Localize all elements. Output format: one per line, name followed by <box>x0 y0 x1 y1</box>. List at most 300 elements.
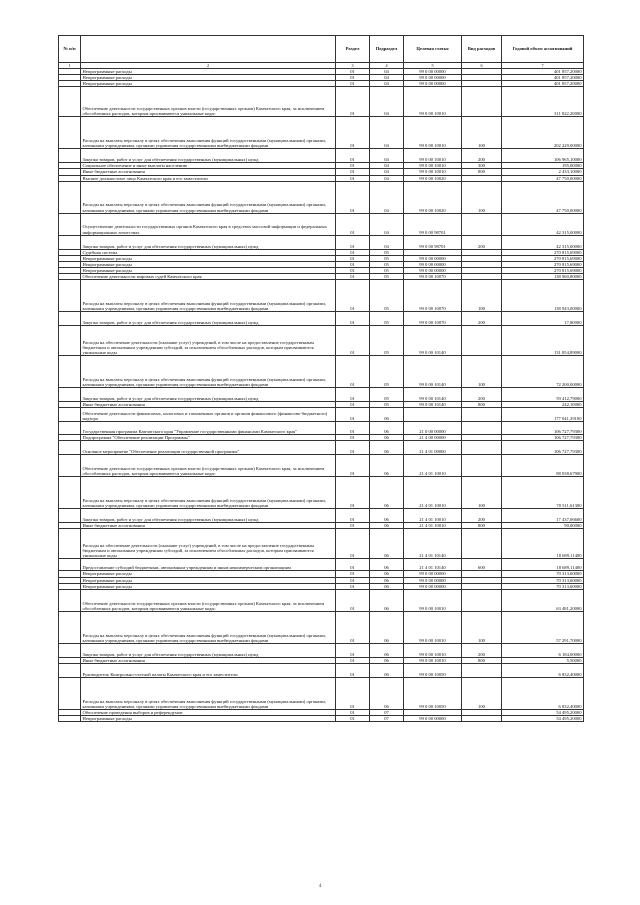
row-podrazdel-cell: 06 <box>370 677 404 709</box>
row-vid-cell: 100 <box>462 477 502 509</box>
row-podrazdel-cell: 05 <box>370 312 404 326</box>
header-vid-raskhodov: Вид расходов <box>462 36 502 63</box>
row-tselevaya-cell: 99 0 00 10010 <box>404 657 462 663</box>
row-summa-cell: 106 727,79300 <box>502 435 584 441</box>
row-summa-cell: 311 822,20000 <box>502 87 584 117</box>
row-summa-cell: 54 495,20000 <box>502 715 584 721</box>
row-vid-cell: 200 <box>462 149 502 163</box>
header-razdel: Раздел <box>336 36 370 63</box>
row-razdel-cell: 01 <box>336 261 370 267</box>
row-vid-cell: 600 <box>462 559 502 571</box>
row-tselevaya-cell: 99 0 00 00000 <box>404 255 462 261</box>
row-podrazdel-cell: 06 <box>370 509 404 523</box>
column-number: 2 <box>81 63 336 69</box>
row-vid-cell: 100 <box>462 181 502 213</box>
row-number-cell <box>59 715 81 721</box>
row-razdel-cell: 01 <box>336 422 370 435</box>
row-summa-cell: 18 689,11400 <box>502 529 584 559</box>
row-razdel-cell: 01 <box>336 274 370 280</box>
row-razdel-cell: 01 <box>336 235 370 249</box>
column-number: 3 <box>336 63 370 69</box>
row-summa-cell: 54 495,20000 <box>502 709 584 715</box>
row-name-cell: Непрограммные расходы <box>81 255 336 261</box>
row-name-cell: Непрограммные расходы <box>81 69 336 75</box>
row-vid-cell: 200 <box>462 509 502 523</box>
row-name-cell: Закупка товаров, работ и услуг для обеспечения государственных (муниципальных) нужд <box>81 312 336 326</box>
row-tselevaya-cell: 99 0 00 10070 <box>404 274 462 280</box>
row-razdel-cell: 01 <box>336 75 370 81</box>
row-name-cell: Непрограммные расходы <box>81 267 336 273</box>
row-summa-cell: 70 313,60000 <box>502 571 584 577</box>
row-summa-cell: 57 291,70000 <box>502 611 584 643</box>
row-podrazdel-cell: 04 <box>370 117 404 149</box>
row-number-cell <box>59 422 81 435</box>
row-podrazdel-cell: 04 <box>370 235 404 249</box>
row-razdel-cell: 01 <box>336 663 370 677</box>
row-summa-cell: 138 960,80000 <box>502 274 584 280</box>
row-summa-cell: 2 433,10000 <box>502 169 584 175</box>
row-razdel-cell: 01 <box>336 643 370 657</box>
table-row <box>59 441 584 455</box>
header-num: № п/п <box>59 36 81 63</box>
row-tselevaya-cell: 21 4 00 00000 <box>404 435 462 441</box>
budget-table <box>58 35 584 722</box>
row-number-cell <box>59 559 81 571</box>
row-podrazdel-cell: 06 <box>370 559 404 571</box>
row-summa-cell: 88 038,67900 <box>502 455 584 477</box>
row-vid-cell <box>462 455 502 477</box>
header-tselevaya-statya: Целевая статья <box>404 36 462 63</box>
row-name-cell: Непрограммные расходы <box>81 75 336 81</box>
row-razdel-cell: 01 <box>336 529 370 559</box>
table-row <box>59 643 584 657</box>
row-podrazdel-cell: 06 <box>370 577 404 583</box>
row-summa-cell: 90,00000 <box>502 523 584 529</box>
row-razdel-cell: 01 <box>336 312 370 326</box>
row-tselevaya-cell: 99 0 00 10050 <box>404 677 462 709</box>
table-row <box>59 715 584 721</box>
row-summa-cell: 401 857,20000 <box>502 69 584 75</box>
row-podrazdel-cell: 06 <box>370 441 404 455</box>
row-razdel-cell: 01 <box>336 267 370 273</box>
row-number-cell <box>59 455 81 477</box>
row-podrazdel-cell: 06 <box>370 455 404 477</box>
row-summa-cell: 270 815,69000 <box>502 249 584 255</box>
table-row <box>59 408 584 422</box>
row-name-cell: Непрограммные расходы <box>81 583 336 589</box>
row-name-cell: Непрограммные расходы <box>81 571 336 577</box>
row-tselevaya-cell: 99 0 00 10010 <box>404 117 462 149</box>
column-number: 1 <box>59 63 81 69</box>
row-name-cell: Обеспечение деятельности финансовых, налоговых и таможенных органов и органов финансового (финансово-бюджетного) надзора <box>81 408 336 422</box>
row-number-cell <box>59 117 81 149</box>
row-name-cell: Расходы на выплаты персоналу в целях обеспечения выполнения функций государственными (муниципальными) органами, казенными учреждениями, органами управления государственными внебюджетными фондами <box>81 117 336 149</box>
row-summa-cell: 401 857,20000 <box>502 75 584 81</box>
table-row <box>59 663 584 677</box>
row-razdel-cell: 01 <box>336 213 370 235</box>
row-vid-cell <box>462 441 502 455</box>
column-number: 6 <box>462 63 502 69</box>
row-number-cell <box>59 213 81 235</box>
row-podrazdel-cell: 06 <box>370 589 404 611</box>
row-tselevaya-cell: 99 0 00 10010 <box>404 643 462 657</box>
row-name-cell: Судебная система <box>81 249 336 255</box>
row-vid-cell: 800 <box>462 402 502 408</box>
row-podrazdel-cell: 05 <box>370 402 404 408</box>
row-tselevaya-cell: 21 4 01 00000 <box>404 441 462 455</box>
row-summa-cell: 195,00000 <box>502 163 584 169</box>
row-name-cell: Расходы на выплаты персоналу в целях обеспечения выполнения функций государственными (муниципальными) органами, казенными учреждениями, органами управления государственными внебюджетными фондами <box>81 356 336 388</box>
row-number-cell <box>59 441 81 455</box>
row-tselevaya-cell: 21 4 01 10010 <box>404 477 462 509</box>
row-tselevaya-cell: 99 0 00 10010 <box>404 149 462 163</box>
row-podrazdel-cell: 05 <box>370 261 404 267</box>
row-number-cell <box>59 643 81 657</box>
row-tselevaya-cell: 99 0 00 10010 <box>404 611 462 643</box>
row-name-cell: Иные бюджетные ассигнования <box>81 169 336 175</box>
row-name-cell: Иные бюджетные ассигнования <box>81 523 336 529</box>
row-number-cell <box>59 280 81 312</box>
row-razdel-cell: 01 <box>336 477 370 509</box>
row-razdel-cell: 01 <box>336 402 370 408</box>
row-name-cell: Иные бюджетные ассигнования <box>81 657 336 663</box>
row-podrazdel-cell: 06 <box>370 529 404 559</box>
row-tselevaya-cell: 99 0 00 10070 <box>404 312 462 326</box>
row-podrazdel-cell: 05 <box>370 274 404 280</box>
row-razdel-cell: 01 <box>336 81 370 87</box>
row-vid-cell: 200 <box>462 643 502 657</box>
row-summa-cell: 42 315,00000 <box>502 235 584 249</box>
row-tselevaya-cell: 99 0 00 10010 <box>404 163 462 169</box>
row-number-cell <box>59 149 81 163</box>
row-razdel-cell: 01 <box>336 583 370 589</box>
table-row <box>59 589 584 611</box>
row-podrazdel-cell: 04 <box>370 169 404 175</box>
row-podrazdel-cell: 04 <box>370 163 404 169</box>
row-number-cell <box>59 356 81 388</box>
row-summa-cell: 59 412,79000 <box>502 388 584 402</box>
row-razdel-cell: 01 <box>336 677 370 709</box>
row-summa-cell: 70 313,60000 <box>502 577 584 583</box>
row-vid-cell <box>462 326 502 356</box>
row-podrazdel-cell: 04 <box>370 75 404 81</box>
row-razdel-cell: 01 <box>336 657 370 663</box>
row-summa-cell: 17,80000 <box>502 312 584 326</box>
row-number-cell <box>59 408 81 422</box>
row-number-cell <box>59 388 81 402</box>
row-name-cell: Расходы на обеспечение деятельности (оказание услуг) учреждений, в том числе на предоставление государственным бюджетным и автономным учреждениям субсидий, за исключением обособленных расходов, которым присваиваются уникальные коды <box>81 529 336 559</box>
row-razdel-cell: 01 <box>336 117 370 149</box>
row-podrazdel-cell: 06 <box>370 435 404 441</box>
row-summa-cell: 47 750,00000 <box>502 181 584 213</box>
row-summa-cell: 72 200,00000 <box>502 356 584 388</box>
row-vid-cell: 300 <box>462 163 502 169</box>
row-tselevaya-cell: 99 0 00 00000 <box>404 571 462 577</box>
row-summa-cell: 17 437,06600 <box>502 509 584 523</box>
row-number-cell <box>59 611 81 643</box>
table-row <box>59 117 584 149</box>
row-razdel-cell: 01 <box>336 175 370 181</box>
row-tselevaya-cell: 99 0 00 10140 <box>404 356 462 388</box>
row-podrazdel-cell: 07 <box>370 715 404 721</box>
table-row <box>59 455 584 477</box>
row-summa-cell: 47 750,00000 <box>502 175 584 181</box>
row-name-cell: Обеспечение деятельности мировых судей Камчатского края <box>81 274 336 280</box>
row-number-cell <box>59 181 81 213</box>
row-podrazdel-cell: 06 <box>370 422 404 435</box>
row-name-cell: Расходы на выплаты персоналу в целях обеспечения выполнения функций государственными (муниципальными) органами, казенными учреждениями, органами управления государственными внебюджетными фондами <box>81 280 336 312</box>
row-number-cell <box>59 663 81 677</box>
row-summa-cell: 270 815,69000 <box>502 261 584 267</box>
row-name-cell: Расходы на выплаты персоналу в целях обеспечения выполнения функций государственными (муниципальными) органами, казенными учреждениями, органами управления государственными внебюджетными фондами <box>81 611 336 643</box>
row-podrazdel-cell: 06 <box>370 663 404 677</box>
row-summa-cell: 270 815,69000 <box>502 255 584 261</box>
row-summa-cell: 131 854,89000 <box>502 326 584 356</box>
row-razdel-cell: 01 <box>336 169 370 175</box>
row-vid-cell: 200 <box>462 388 502 402</box>
row-name-cell: Непрограммные расходы <box>81 261 336 267</box>
row-summa-cell: 138 943,00000 <box>502 280 584 312</box>
row-name-cell: Непрограммные расходы <box>81 81 336 87</box>
row-vid-cell: 100 <box>462 356 502 388</box>
table-row <box>59 388 584 402</box>
row-tselevaya-cell: 99 0 00 10140 <box>404 326 462 356</box>
row-summa-cell: 70 313,60000 <box>502 583 584 589</box>
row-summa-cell: 106 727,79300 <box>502 441 584 455</box>
row-razdel-cell: 01 <box>336 326 370 356</box>
row-podrazdel-cell: 05 <box>370 249 404 255</box>
row-summa-cell: 401 857,20000 <box>502 81 584 87</box>
row-name-cell: Обеспечение деятельности государственных органов власти (государственных органов) Камчатского края, за исключением обособленных расходов, которым присваиваются уникальные коды: <box>81 589 336 611</box>
row-tselevaya-cell: 99 0 00 10070 <box>404 280 462 312</box>
row-name-cell: Государственная программа Камчатского края "Управление государственными финансами Камчатского края" <box>81 422 336 435</box>
row-podrazdel-cell: 05 <box>370 326 404 356</box>
row-razdel-cell: 01 <box>336 388 370 402</box>
row-summa-cell: 42 315,00000 <box>502 213 584 235</box>
row-podrazdel-cell: 04 <box>370 87 404 117</box>
row-podrazdel-cell: 05 <box>370 356 404 388</box>
row-vid-cell: 800 <box>462 169 502 175</box>
row-podrazdel-cell: 07 <box>370 709 404 715</box>
row-podrazdel-cell: 05 <box>370 267 404 273</box>
row-vid-cell <box>462 408 502 422</box>
table-row <box>59 611 584 643</box>
row-number-cell <box>59 326 81 356</box>
row-vid-cell: 200 <box>462 235 502 249</box>
row-tselevaya-cell: 21 4 01 10140 <box>404 559 462 571</box>
row-tselevaya-cell: 99 0 00 00000 <box>404 577 462 583</box>
header-summa: Годовой объем ассигнований <box>502 36 584 63</box>
row-vid-cell <box>462 529 502 559</box>
row-razdel-cell: 01 <box>336 571 370 577</box>
row-summa-cell: 70 511,61300 <box>502 477 584 509</box>
row-name-cell: Обеспечение деятельности государственных органов власти (государственных органов) Камчатского края, за исключением обособленных расходов, которым присваиваются уникальные коды: <box>81 87 336 117</box>
row-name-cell: Закупка товаров, работ и услуг для обеспечения государственных (муниципальных) нужд <box>81 643 336 657</box>
row-number-cell <box>59 529 81 559</box>
row-vid-cell <box>462 663 502 677</box>
row-number-cell <box>59 509 81 523</box>
row-name-cell: Непрограммные расходы <box>81 715 336 721</box>
row-vid-cell: 200 <box>462 312 502 326</box>
row-tselevaya-cell: 99 0 00 00000 <box>404 261 462 267</box>
row-name-cell: Основное мероприятие "Обеспечение реализации государственной программы" <box>81 441 336 455</box>
table-row <box>59 509 584 523</box>
row-name-cell: Расходы на обеспечение деятельности (оказание услуг) учреждений, в том числе на предоставление государственным бюджетным и автономным учреждениям субсидий, за исключением обособленных расходов, которым присваиваются уникальные коды <box>81 326 336 356</box>
row-tselevaya-cell: 99 0 00 00000 <box>404 75 462 81</box>
row-razdel-cell: 01 <box>336 356 370 388</box>
table-row <box>59 312 584 326</box>
row-summa-cell: 63 481,20000 <box>502 589 584 611</box>
row-summa-cell: 242,10000 <box>502 402 584 408</box>
row-summa-cell: 106 965,10000 <box>502 149 584 163</box>
row-razdel-cell: 01 <box>336 441 370 455</box>
row-number-cell <box>59 677 81 709</box>
row-tselevaya-cell: 99 0 00 10020 <box>404 181 462 213</box>
row-razdel-cell: 01 <box>336 577 370 583</box>
row-number-cell <box>59 477 81 509</box>
row-summa-cell: 6 832,40000 <box>502 663 584 677</box>
table-row <box>59 149 584 163</box>
row-name-cell: Осуществление деятельности государственных органов Камчатского края в средствах массовой информации и федеральных информационных агентствах <box>81 213 336 235</box>
row-podrazdel-cell: 04 <box>370 69 404 75</box>
row-name-cell: Высшее должностное лицо Камчатского края и его заместители <box>81 175 336 181</box>
row-summa-cell: 202 229,00000 <box>502 117 584 149</box>
row-vid-cell: 100 <box>462 611 502 643</box>
row-number-cell <box>59 312 81 326</box>
row-tselevaya-cell: 99 0 00 00000 <box>404 81 462 87</box>
row-razdel-cell: 01 <box>336 181 370 213</box>
row-vid-cell: 100 <box>462 677 502 709</box>
row-summa-cell: 106 727,79300 <box>502 422 584 435</box>
header-podrazdel: Подраздел <box>370 36 404 63</box>
row-podrazdel-cell: 05 <box>370 388 404 402</box>
row-razdel-cell: 01 <box>336 280 370 312</box>
row-podrazdel-cell: 04 <box>370 149 404 163</box>
row-razdel-cell: 01 <box>336 69 370 75</box>
row-podrazdel-cell: 04 <box>370 213 404 235</box>
table-row <box>59 213 584 235</box>
table-row <box>59 529 584 559</box>
row-podrazdel-cell: 04 <box>370 81 404 87</box>
row-tselevaya-cell: 99 0 00 98701 <box>404 213 462 235</box>
row-name-cell: Социальное обеспечение и иные выплаты населению <box>81 163 336 169</box>
row-name-cell: Закупка товаров, работ и услуг для обеспечения государственных (муниципальных) нужд <box>81 509 336 523</box>
row-name-cell: Обеспечение проведения выборов и референдумов <box>81 709 336 715</box>
row-name-cell: Предоставление субсидий бюджетным, автономным учреждениям и иным некоммерческим организациям <box>81 559 336 571</box>
row-summa-cell: 6 832,40000 <box>502 677 584 709</box>
row-razdel-cell: 01 <box>336 715 370 721</box>
row-number-cell <box>59 589 81 611</box>
row-summa-cell: 5,50000 <box>502 657 584 663</box>
row-razdel-cell: 01 <box>336 611 370 643</box>
row-tselevaya-cell: 99 0 00 10050 <box>404 663 462 677</box>
table-body <box>59 69 584 722</box>
row-name-cell: Расходы на выплаты персоналу в целях обеспечения выполнения функций государственными (муниципальными) органами, казенными учреждениями, органами управления государственными внебюджетными фондами <box>81 181 336 213</box>
row-razdel-cell: 01 <box>336 163 370 169</box>
row-razdel-cell: 01 <box>336 87 370 117</box>
row-tselevaya-cell: 99 0 00 10010 <box>404 87 462 117</box>
row-podrazdel-cell: 04 <box>370 181 404 213</box>
row-razdel-cell: 01 <box>336 509 370 523</box>
table-row <box>59 422 584 435</box>
row-summa-cell: 177 041,39100 <box>502 408 584 422</box>
column-number: 4 <box>370 63 404 69</box>
row-podrazdel-cell: 06 <box>370 611 404 643</box>
page-number: 4 <box>318 884 322 889</box>
row-number-cell <box>59 235 81 249</box>
row-vid-cell: 800 <box>462 657 502 663</box>
row-name-cell: Закупка товаров, работ и услуг для обеспечения государственных (муниципальных) нужд <box>81 235 336 249</box>
row-razdel-cell: 01 <box>336 408 370 422</box>
row-razdel-cell: 01 <box>336 523 370 529</box>
table-row <box>59 280 584 312</box>
table-row <box>59 356 584 388</box>
row-vid-cell <box>462 589 502 611</box>
row-podrazdel-cell: 06 <box>370 523 404 529</box>
row-name-cell: Расходы на выплаты персоналу в целях обеспечения выполнения функций государственными (муниципальными) органами, казенными учреждениями, органами управления государственными внебюджетными фондами <box>81 677 336 709</box>
column-number: 5 <box>404 63 462 69</box>
row-tselevaya-cell: 99 0 00 00000 <box>404 715 462 721</box>
row-podrazdel-cell: 06 <box>370 408 404 422</box>
row-tselevaya-cell: 21 4 01 10010 <box>404 509 462 523</box>
row-podrazdel-cell: 06 <box>370 643 404 657</box>
table-row <box>59 326 584 356</box>
row-name-cell: Закупка товаров, работ и услуг для обеспечения государственных (муниципальных) нужд <box>81 388 336 402</box>
row-podrazdel-cell: 05 <box>370 280 404 312</box>
row-name-cell: Иные бюджетные ассигнования <box>81 402 336 408</box>
row-tselevaya-cell: 99 0 00 10020 <box>404 175 462 181</box>
row-tselevaya-cell: 21 4 01 10140 <box>404 529 462 559</box>
row-tselevaya-cell: 21 0 00 00000 <box>404 422 462 435</box>
row-name-cell: Подпрограмма "Обеспечение реализации Программы" <box>81 435 336 441</box>
table-row <box>59 181 584 213</box>
row-summa-cell: 18 689,11400 <box>502 559 584 571</box>
row-podrazdel-cell: 06 <box>370 657 404 663</box>
row-vid-cell <box>462 422 502 435</box>
row-tselevaya-cell: 99 0 00 00000 <box>404 583 462 589</box>
table-row <box>59 477 584 509</box>
budget-table-sheet <box>58 35 583 722</box>
row-podrazdel-cell: 04 <box>370 175 404 181</box>
header-name <box>81 36 336 63</box>
header-row <box>59 36 584 63</box>
row-vid-cell <box>462 87 502 117</box>
row-tselevaya-cell: 99 0 00 00000 <box>404 69 462 75</box>
row-name-cell: Закупка товаров, работ и услуг для обеспечения государственных (муниципальных) нужд <box>81 149 336 163</box>
row-tselevaya-cell: 99 0 00 10010 <box>404 589 462 611</box>
row-number-cell <box>59 87 81 117</box>
row-podrazdel-cell: 06 <box>370 583 404 589</box>
row-vid-cell: 100 <box>462 117 502 149</box>
row-vid-cell <box>462 213 502 235</box>
row-name-cell: Обеспечение деятельности государственных органов власти (государственных органов) Камчатского края, за исключением обособленных расходов, которым присваиваются уникальные коды: <box>81 455 336 477</box>
row-tselevaya-cell: 99 0 00 98701 <box>404 235 462 249</box>
row-razdel-cell: 01 <box>336 149 370 163</box>
row-podrazdel-cell: 06 <box>370 571 404 577</box>
row-tselevaya-cell: 21 4 01 10010 <box>404 523 462 529</box>
row-tselevaya-cell: 99 0 00 00000 <box>404 267 462 273</box>
row-razdel-cell: 01 <box>336 435 370 441</box>
row-tselevaya-cell: 99 0 00 10140 <box>404 388 462 402</box>
row-razdel-cell: 01 <box>336 589 370 611</box>
row-razdel-cell: 01 <box>336 559 370 571</box>
row-name-cell: Непрограммные расходы <box>81 577 336 583</box>
row-razdel-cell: 01 <box>336 455 370 477</box>
row-vid-cell: 100 <box>462 280 502 312</box>
table-row <box>59 235 584 249</box>
row-vid-cell: 800 <box>462 523 502 529</box>
row-tselevaya-cell: 99 0 00 10010 <box>404 169 462 175</box>
